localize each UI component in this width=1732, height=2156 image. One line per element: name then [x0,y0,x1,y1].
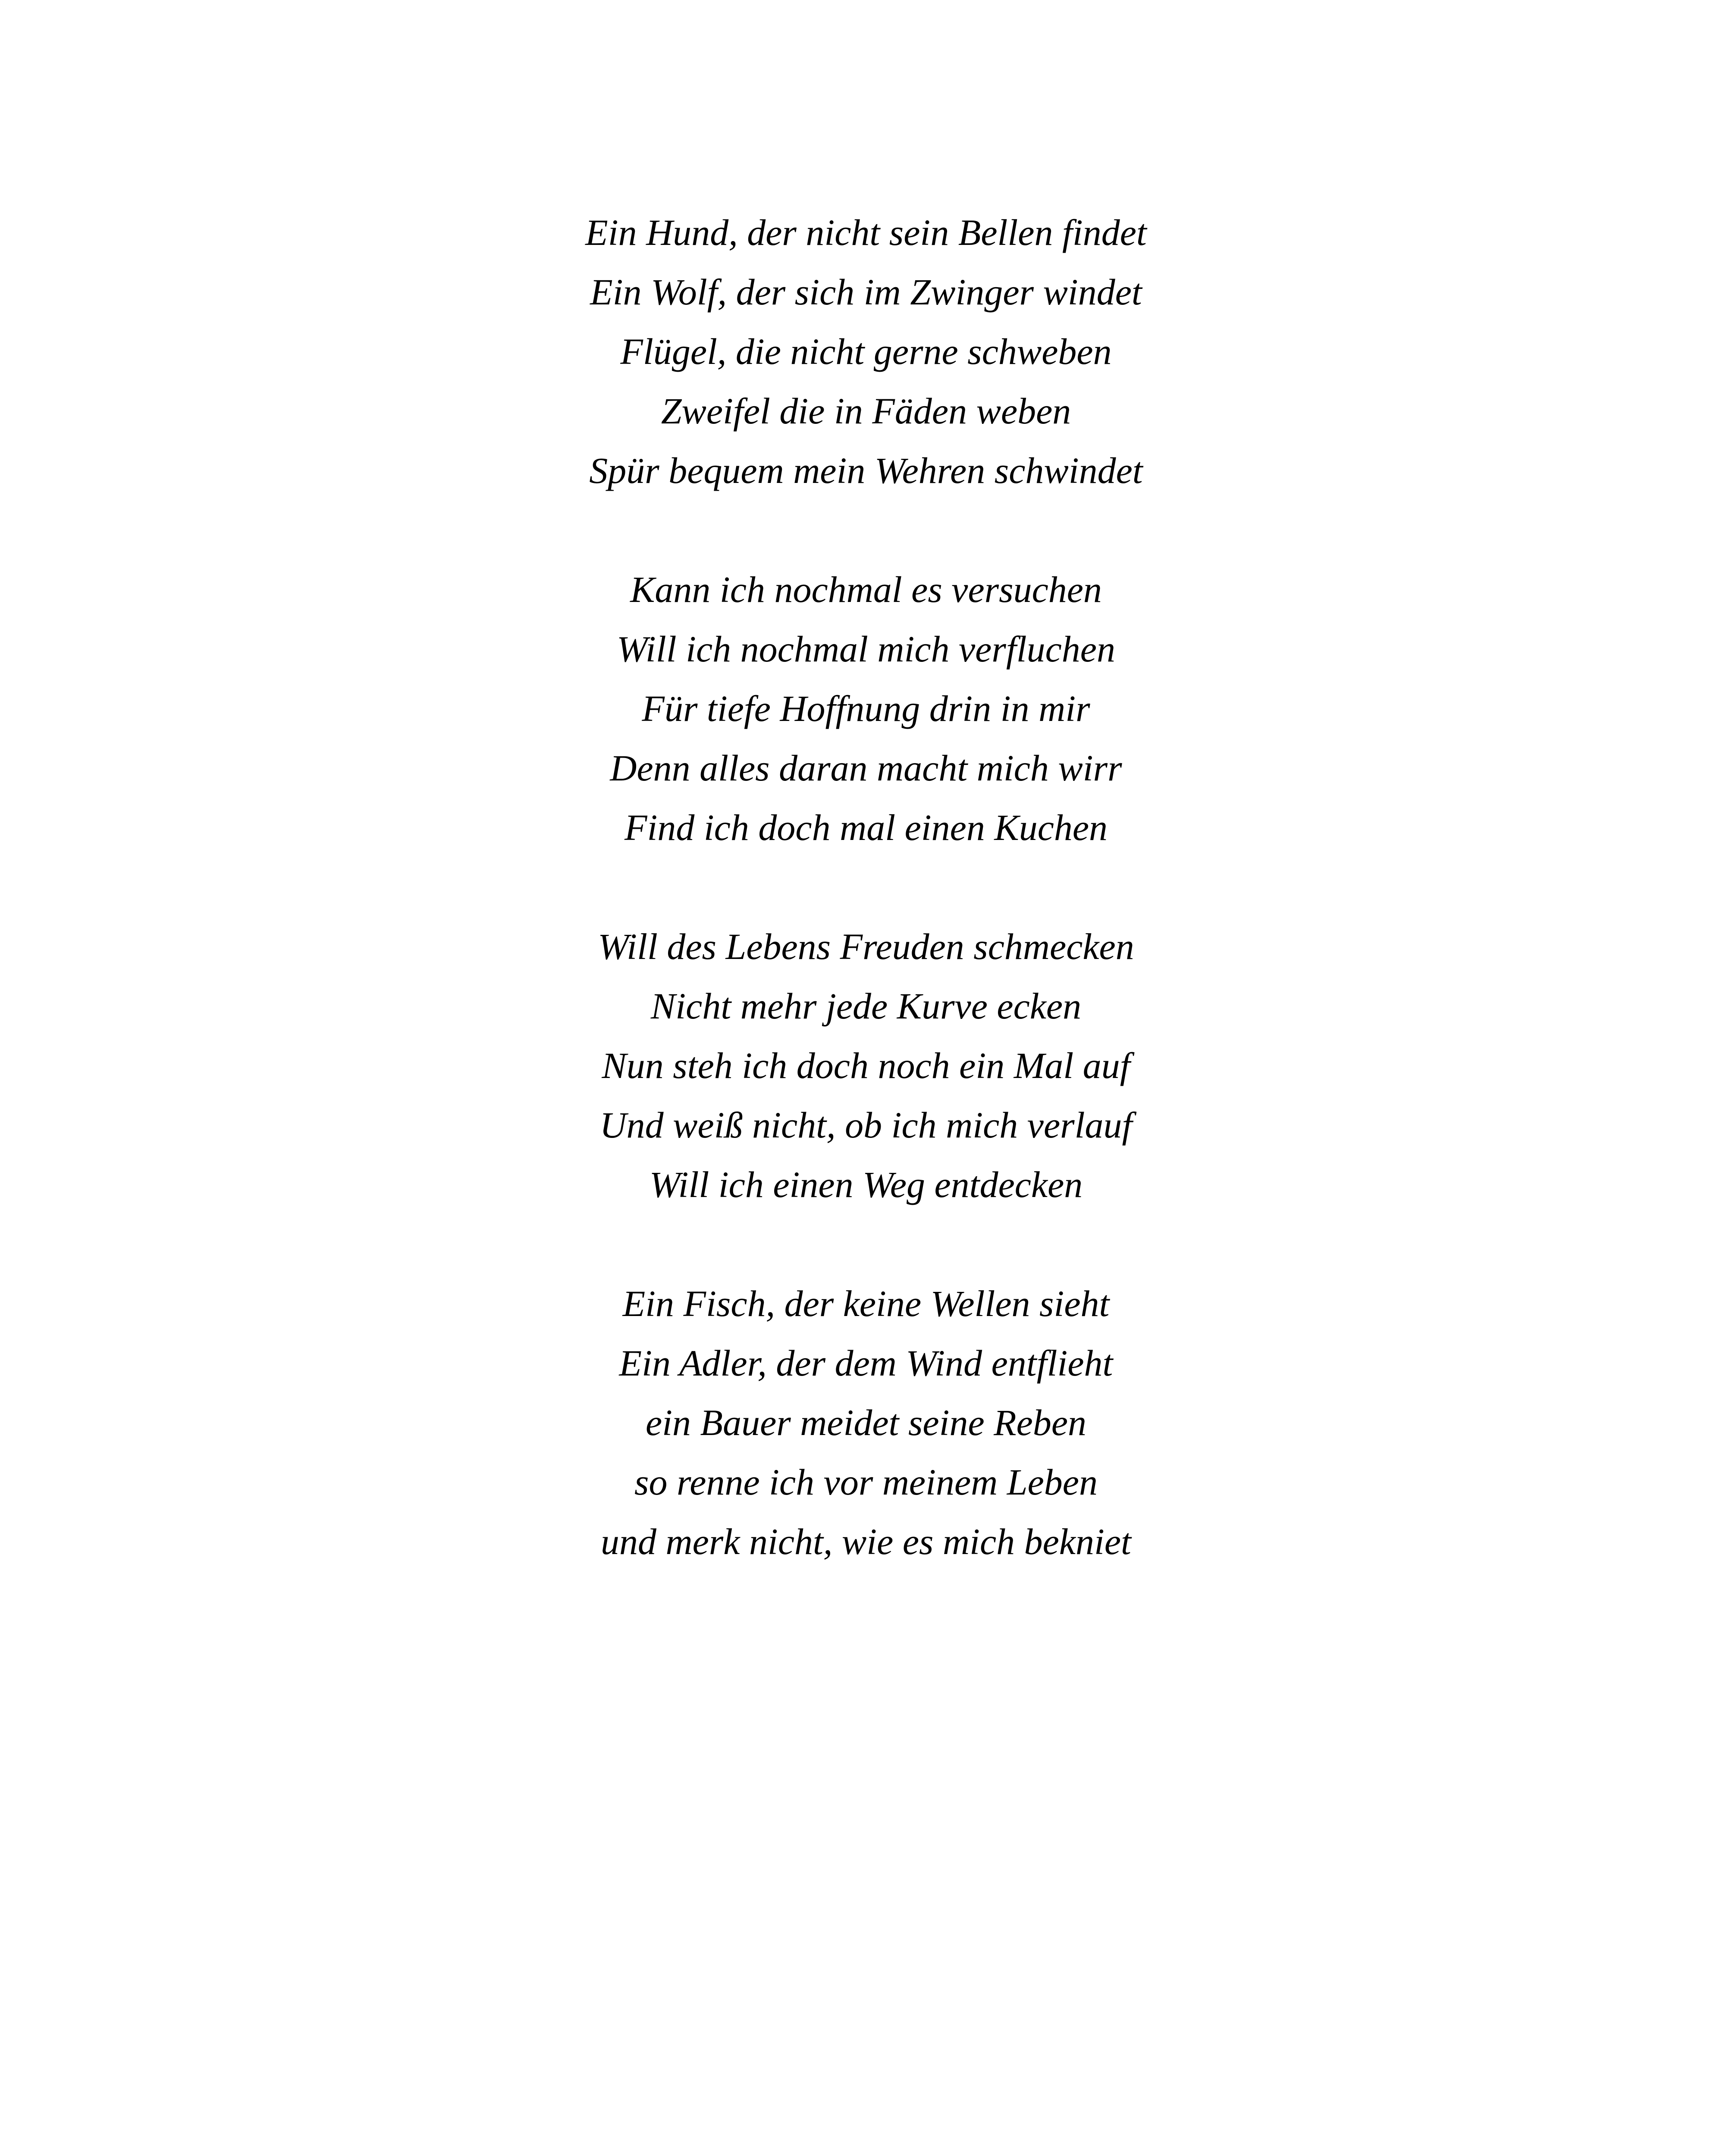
poem-line: Und weiß nicht, ob ich mich verlauf [599,1104,1133,1146]
stanza-3 [0,917,1732,1214]
poem-line: Ein Wolf, der sich im Zwinger windet [590,271,1142,313]
poem-line: Will des Lebens Freuden schmecken [598,926,1134,967]
poem-line: Will ich nochmal mich verfluchen [617,628,1115,670]
poem-line: Zweifel die in Fäden weben [661,390,1071,432]
poem-line: Will ich einen Weg entdecken [649,1164,1083,1205]
poem-line: so renne ich vor meinem Leben [634,1461,1098,1503]
poem-line: Find ich doch mal einen Kuchen [624,807,1108,848]
stanza-4 [0,1274,1732,1571]
poem-line: Für tiefe Hoffnung drin in mir [642,688,1090,729]
poem-line: Ein Hund, der nicht sein Bellen findet [585,212,1147,253]
poem-line: Ein Adler, der dem Wind entflieht [619,1342,1113,1384]
stanza-2 [0,560,1732,857]
stanza-1 [0,203,1732,500]
poem-line: Nun steh ich doch noch ein Mal auf [602,1045,1130,1086]
poem-line: Kann ich nochmal es versuchen [630,569,1102,610]
poem-line: Ein Fisch, der keine Wellen sieht [622,1283,1110,1324]
poem-line: Flügel, die nicht gerne schweben [620,331,1112,372]
poem-line: Nicht mehr jede Kurve ecken [650,985,1082,1027]
poem-line: Spür bequem mein Wehren schwindet [589,450,1143,491]
poem-line: ein Bauer meidet seine Reben [645,1402,1087,1443]
poem [0,203,1732,1631]
poem-line: und merk nicht, wie es mich bekniet [601,1521,1131,1562]
poem-line: Denn alles daran macht mich wirr [610,747,1122,789]
